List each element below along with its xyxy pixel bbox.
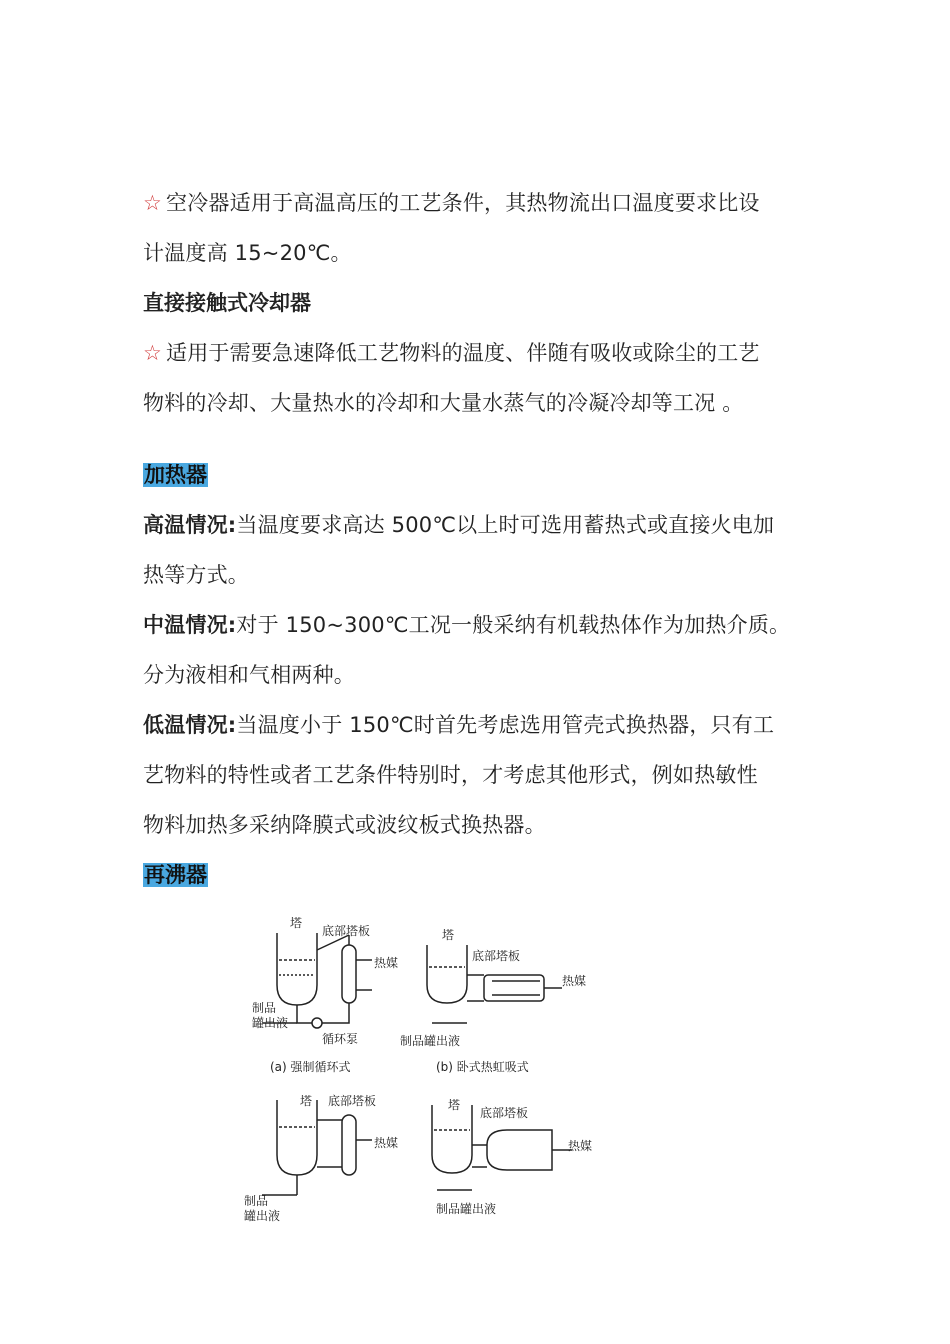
pipe-c [317,1120,342,1167]
high-temp-line1: 当温度要求高达 500℃以上时可选用蓄热式或直接火电加 [236,513,775,537]
label-a-product2: 罐出液 [252,1016,289,1030]
label-d-product: 制品罐出液 [436,1202,497,1216]
low-temp-line3: 物料加热多采纳降膜式或波纹板式换热器。 [143,813,546,837]
heading-reboiler-wrap [143,850,823,900]
pump-a [312,1018,322,1028]
mid-temp-line2: 分为液相和气相两种。 [143,663,355,687]
paragraph-air-cooler [143,178,823,228]
mid-temp-line1: 对于 150~300℃工况一般采纳有机载热体作为加热介质。 [236,613,791,637]
heading-heater-wrap [143,450,823,500]
label-a-tower: 塔 [290,916,303,930]
label-d-plate: 底部塔板 [480,1106,529,1120]
caption-a: (a) 强制循环式 [270,1060,351,1074]
label-b-plate: 底部塔板 [472,949,521,963]
label-c-tower: 塔 [300,1094,313,1108]
heading-heater: 加热器 [144,463,207,487]
para2-line2: 物料的冷却、大量热水的冷却和大量水蒸气的冷凝冷却等工况 。 [143,391,744,415]
para1-line1: 空冷器适用于高温高压的工艺条件，其热物流出口温度要求比设 [166,191,760,215]
document-body [143,178,823,900]
pipe-b [467,975,484,1001]
high-temp-label: 高温情况: [143,513,237,537]
tube-b [492,981,540,995]
kettle-d [487,1130,552,1170]
para1-line2: 计温度高 15~20℃。 [143,241,352,265]
pipe-a3 [297,1005,312,1023]
label-a-pump: 循环泵 [322,1032,359,1046]
diagram-c [262,1100,372,1195]
reboiler-diagram [222,905,632,1245]
label-c-plate: 底部塔板 [328,1094,377,1108]
label-a-medium: 热媒 [374,956,399,970]
label-b-tower: 塔 [442,928,455,942]
tower-a-shape [277,933,317,1005]
label-c-medium: 热媒 [374,1136,399,1150]
label-b-medium: 热媒 [562,974,587,988]
star-icon: ☆ [143,341,163,365]
diagram-a [262,933,372,1028]
star-icon: ☆ [143,191,163,215]
low-temp-line2: 艺物料的特性或者工艺条件特别时，才考虑其他形式，例如热敏性 [143,763,758,787]
exchanger-a [342,945,356,1003]
tower-c-shape [277,1100,317,1175]
pipe-a4 [322,1003,349,1023]
heading-direct-contact-cooler: 直接接触式冷却器 [143,291,311,315]
label-d-tower: 塔 [448,1098,461,1112]
paragraph-mid-temp [143,600,823,650]
high-temp-line2: 热等方式。 [143,563,249,587]
low-temp-label: 低温情况: [143,713,237,737]
label-c-product2: 罐出液 [244,1209,281,1223]
tower-d-shape [432,1105,472,1173]
label-a-plate: 底部塔板 [322,924,371,938]
label-a-product1: 制品 [252,1001,277,1015]
paragraph-low-temp [143,700,823,750]
reboiler-diagram-svg [222,905,632,1245]
label-d-medium: 热媒 [568,1139,593,1153]
label-c-product1: 制品 [244,1194,269,1208]
mid-temp-label: 中温情况: [143,613,237,637]
para2-line1: 适用于需要急速降低工艺物料的温度、伴随有吸收或除尘的工艺 [166,341,760,365]
exchanger-b [484,975,544,1001]
low-temp-line1: 当温度小于 150℃时首先考虑选用管壳式换热器，只有工 [236,713,775,737]
pipe-d [472,1145,487,1167]
caption-b: (b) 卧式热虹吸式 [436,1060,529,1074]
paragraph-high-temp [143,500,823,550]
label-b-product: 制品罐出液 [400,1034,461,1048]
paragraph-direct-contact [143,328,823,378]
heading-reboiler: 再沸器 [144,863,207,887]
exchanger-c [342,1115,356,1175]
tower-b-shape [427,945,467,1003]
